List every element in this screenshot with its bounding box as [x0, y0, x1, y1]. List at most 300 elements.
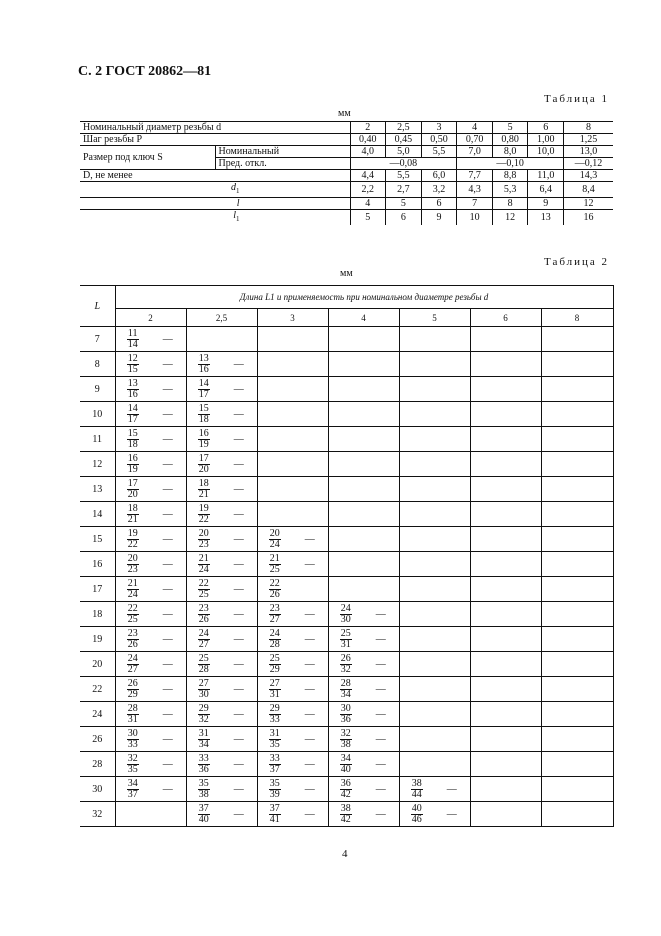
fraction-numerator: 23: [127, 627, 138, 639]
row-L: 9: [80, 377, 115, 402]
fraction-cell: [115, 477, 150, 502]
applicability-cell: [576, 552, 613, 577]
fraction-cell: [399, 702, 434, 727]
fraction-cell: [328, 602, 363, 627]
table1-cell: 5,5: [421, 146, 457, 158]
fraction: [411, 779, 423, 800]
fraction-cell: [186, 802, 221, 827]
table-row: [80, 502, 613, 527]
applicability-cell: [505, 577, 541, 602]
applicability-cell: —: [221, 352, 257, 377]
fraction: [269, 554, 281, 575]
applicability-cell: —: [292, 702, 328, 727]
fraction-cell: [328, 327, 363, 352]
applicability-cell: —: [363, 677, 399, 702]
fraction-cell: [470, 677, 505, 702]
fraction-cell: [257, 377, 292, 402]
fraction-denominator: 40: [340, 763, 351, 775]
fraction-denominator: 28: [198, 663, 209, 675]
fraction: [198, 604, 210, 625]
fraction: [269, 679, 281, 700]
fraction-cell: [328, 727, 363, 752]
table-row: [80, 552, 613, 577]
fraction-denominator: 18: [127, 438, 138, 450]
table-row: [80, 452, 613, 477]
applicability-cell: [576, 577, 613, 602]
fraction-numerator: 25: [198, 652, 209, 664]
fraction-denominator: 29: [127, 688, 138, 700]
fraction-cell: [470, 552, 505, 577]
table1-cell: —0,12: [564, 158, 613, 170]
fraction-cell: [257, 602, 292, 627]
fraction-cell: [186, 352, 221, 377]
fraction-cell: [328, 652, 363, 677]
fraction-cell: [115, 627, 150, 652]
table2-caption: Таблица 2: [544, 256, 610, 268]
table1-cell: 5: [492, 122, 528, 134]
fraction-cell: [257, 752, 292, 777]
fraction-cell: [470, 602, 505, 627]
fraction-numerator: 34: [127, 777, 138, 789]
applicability-cell: [576, 677, 613, 702]
fraction-cell: [399, 402, 434, 427]
fraction: [269, 604, 281, 625]
fraction-cell: [399, 627, 434, 652]
fraction-cell: [257, 402, 292, 427]
table1-row: [80, 210, 613, 226]
fraction-numerator: 37: [198, 802, 209, 814]
applicability-cell: —: [150, 402, 186, 427]
table1-cell: 0,40: [350, 134, 386, 146]
fraction-numerator: 14: [198, 377, 209, 389]
fraction-denominator: 30: [198, 688, 209, 700]
fraction-denominator: 17: [198, 388, 209, 400]
row-label-text: l: [233, 210, 236, 221]
fraction: [127, 554, 139, 575]
fraction-denominator: 24: [198, 563, 209, 575]
table1-cell: 7: [457, 198, 493, 210]
fraction-numerator: 21: [198, 552, 209, 564]
fraction-cell: [399, 352, 434, 377]
fraction-cell: [541, 777, 576, 802]
row-L: 22: [80, 677, 115, 702]
applicability-cell: [505, 452, 541, 477]
fraction: [269, 529, 281, 550]
fraction-denominator: 20: [127, 488, 138, 500]
fraction-numerator: 17: [127, 477, 138, 489]
fraction-denominator: 25: [269, 563, 280, 575]
fraction-cell: [257, 452, 292, 477]
applicability-cell: [363, 427, 399, 452]
table1-cell: 7,0: [457, 146, 493, 158]
applicability-cell: —: [221, 552, 257, 577]
applicability-cell: [505, 752, 541, 777]
fraction-cell: [541, 727, 576, 752]
row-label-subscript: 1: [236, 187, 240, 195]
fraction: [127, 404, 139, 425]
row-L: 20: [80, 652, 115, 677]
fraction-cell: [541, 602, 576, 627]
applicability-cell: [576, 527, 613, 552]
fraction-denominator: 26: [198, 613, 209, 625]
applicability-cell: [363, 402, 399, 427]
fraction-numerator: 32: [127, 752, 138, 764]
fraction-numerator: 25: [340, 627, 351, 639]
fraction-cell: [541, 752, 576, 777]
applicability-cell: —: [292, 552, 328, 577]
fraction-denominator: 17: [127, 413, 138, 425]
fraction-numerator: 14: [127, 402, 138, 414]
fraction-cell: [186, 727, 221, 752]
fraction-cell: [470, 402, 505, 427]
fraction-denominator: 21: [198, 488, 209, 500]
fraction-denominator: 38: [198, 788, 209, 800]
table-row: [80, 577, 613, 602]
fraction: [340, 804, 352, 825]
applicability-cell: [505, 727, 541, 752]
fraction: [127, 329, 139, 350]
applicability-cell: [434, 602, 470, 627]
fraction-cell: [257, 652, 292, 677]
table1-cell: 0,70: [457, 134, 493, 146]
fraction-cell: [399, 752, 434, 777]
fraction-cell: [115, 577, 150, 602]
fraction-denominator: 27: [198, 638, 209, 650]
table1-row: [80, 198, 613, 210]
table1-cell: 16: [564, 210, 613, 226]
applicability-cell: [434, 527, 470, 552]
table1-cell: 9: [528, 198, 564, 210]
fraction-cell: [257, 552, 292, 577]
table1-cell: 6: [528, 122, 564, 134]
fraction: [198, 579, 210, 600]
applicability-cell: [434, 327, 470, 352]
table1-cell: 0,45: [386, 134, 422, 146]
applicability-cell: [505, 627, 541, 652]
applicability-cell: —: [363, 727, 399, 752]
fraction-numerator: 21: [127, 577, 138, 589]
fraction-denominator: 36: [340, 713, 351, 725]
fraction: [198, 404, 210, 425]
fraction-cell: [541, 327, 576, 352]
fraction: [198, 729, 210, 750]
applicability-cell: —: [221, 677, 257, 702]
applicability-cell: [292, 502, 328, 527]
fraction: [127, 654, 139, 675]
applicability-cell: [505, 802, 541, 827]
applicability-cell: [363, 377, 399, 402]
applicability-cell: —: [150, 627, 186, 652]
fraction-numerator: 38: [411, 777, 422, 789]
fraction-cell: [186, 527, 221, 552]
table1-cell: 6: [386, 210, 422, 226]
applicability-cell: [363, 577, 399, 602]
fraction: [127, 704, 139, 725]
applicability-cell: [576, 402, 613, 427]
applicability-cell: [505, 652, 541, 677]
fraction-cell: [399, 552, 434, 577]
applicability-cell: —: [292, 802, 328, 827]
fraction-cell: [186, 652, 221, 677]
fraction-numerator: 22: [198, 577, 209, 589]
fraction-numerator: 17: [198, 452, 209, 464]
fraction-cell: [328, 702, 363, 727]
fraction-cell: [470, 327, 505, 352]
fraction-cell: [399, 477, 434, 502]
fraction-denominator: 20: [198, 463, 209, 475]
fraction-cell: [470, 752, 505, 777]
fraction: [198, 529, 210, 550]
applicability-cell: [434, 452, 470, 477]
fraction: [269, 804, 281, 825]
fraction-numerator: 18: [198, 477, 209, 489]
applicability-cell: —: [150, 502, 186, 527]
applicability-cell: —: [221, 802, 257, 827]
applicability-cell: [434, 677, 470, 702]
applicability-cell: [292, 352, 328, 377]
fraction-cell: [470, 377, 505, 402]
table1-unit: мм: [338, 108, 351, 119]
fraction-cell: [541, 352, 576, 377]
fraction-cell: [115, 527, 150, 552]
row-L: 32: [80, 802, 115, 827]
fraction-numerator: 38: [340, 802, 351, 814]
row-label-text: l: [236, 198, 240, 209]
fraction-cell: [470, 627, 505, 652]
fraction-cell: [328, 802, 363, 827]
fraction-cell: [399, 652, 434, 677]
table1-cell: 13,0: [564, 146, 613, 158]
fraction-denominator: 25: [198, 588, 209, 600]
applicability-cell: [434, 502, 470, 527]
applicability-cell: [363, 502, 399, 527]
fraction-cell: [257, 577, 292, 602]
diameter-header: 2,5: [186, 309, 257, 327]
fraction-cell: [186, 402, 221, 427]
applicability-cell: [505, 352, 541, 377]
fraction-cell: [115, 802, 150, 827]
fraction-denominator: 28: [269, 638, 280, 650]
applicability-cell: [434, 727, 470, 752]
applicability-cell: [576, 602, 613, 627]
fraction-denominator: 31: [340, 638, 351, 650]
applicability-cell: —: [292, 777, 328, 802]
fraction: [340, 604, 352, 625]
applicability-cell: —: [150, 677, 186, 702]
fraction-numerator: 22: [127, 602, 138, 614]
fraction: [127, 354, 139, 375]
fraction-numerator: 24: [269, 627, 280, 639]
applicability-cell: [292, 427, 328, 452]
table1-cell: 4: [457, 122, 493, 134]
table1-cell: 10,0: [528, 146, 564, 158]
fraction-cell: [115, 677, 150, 702]
table-row: [80, 702, 613, 727]
table1-cell: 4: [350, 198, 386, 210]
table1-cell: —0,10: [457, 158, 564, 170]
fraction-cell: [186, 502, 221, 527]
applicability-cell: [434, 402, 470, 427]
diameter-header: 5: [399, 309, 470, 327]
table1-cell: 2,2: [350, 182, 386, 198]
table1-cell: 8,0: [492, 146, 528, 158]
fraction-cell: [186, 552, 221, 577]
fraction-cell: [399, 677, 434, 702]
table1-cell: 0,80: [492, 134, 528, 146]
row-sublabel: Номинальный: [215, 146, 350, 158]
table1-row: [80, 182, 613, 198]
fraction-cell: [541, 427, 576, 452]
table1-cell: 2: [350, 122, 386, 134]
fraction: [198, 479, 210, 500]
table1-cell: —0,08: [350, 158, 457, 170]
row-L: 10: [80, 402, 115, 427]
fraction: [127, 604, 139, 625]
fraction-numerator: 28: [340, 677, 351, 689]
table1-cell: 14,3: [564, 170, 613, 182]
applicability-cell: —: [292, 527, 328, 552]
diameter-header: 2: [115, 309, 186, 327]
fraction: [269, 579, 281, 600]
fraction-cell: [541, 577, 576, 602]
fraction: [127, 629, 139, 650]
fraction: [198, 654, 210, 675]
fraction: [127, 779, 139, 800]
table-row: [80, 752, 613, 777]
fraction-cell: [470, 427, 505, 452]
table2: [80, 285, 614, 827]
fraction-cell: [257, 502, 292, 527]
fraction-cell: [470, 452, 505, 477]
fraction-denominator: 14: [127, 338, 138, 350]
fraction-cell: [541, 452, 576, 477]
table1-cell: 6,4: [528, 182, 564, 198]
fraction-cell: [470, 527, 505, 552]
fraction-numerator: 27: [198, 677, 209, 689]
applicability-cell: —: [150, 477, 186, 502]
fraction: [340, 754, 352, 775]
fraction-cell: [328, 527, 363, 552]
applicability-cell: [576, 702, 613, 727]
fraction: [198, 779, 210, 800]
table-row: [80, 677, 613, 702]
fraction-cell: [186, 777, 221, 802]
applicability-cell: —: [221, 577, 257, 602]
fraction-cell: [541, 702, 576, 727]
table1-cell: 6: [421, 198, 457, 210]
applicability-cell: [363, 327, 399, 352]
fraction-denominator: 41: [269, 813, 280, 825]
fraction-cell: [186, 677, 221, 702]
applicability-cell: —: [150, 577, 186, 602]
table1-cell: 2,5: [386, 122, 422, 134]
fraction: [198, 704, 210, 725]
applicability-cell: —: [292, 727, 328, 752]
fraction-cell: [257, 677, 292, 702]
applicability-cell: [363, 352, 399, 377]
fraction-denominator: 38: [340, 738, 351, 750]
fraction-denominator: 26: [269, 588, 280, 600]
applicability-cell: —: [221, 477, 257, 502]
fraction-denominator: 46: [411, 813, 422, 825]
applicability-cell: —: [363, 652, 399, 677]
fraction-cell: [257, 327, 292, 352]
fraction-denominator: 42: [340, 813, 351, 825]
applicability-cell: [434, 352, 470, 377]
applicability-cell: [505, 702, 541, 727]
fraction: [127, 429, 139, 450]
fraction-denominator: 27: [127, 663, 138, 675]
applicability-cell: —: [292, 752, 328, 777]
applicability-cell: —: [221, 627, 257, 652]
applicability-cell: —: [292, 627, 328, 652]
fraction-numerator: 27: [269, 677, 280, 689]
fraction-cell: [186, 477, 221, 502]
table1-cell: 12: [492, 210, 528, 226]
row-L: 8: [80, 352, 115, 377]
applicability-cell: —: [150, 727, 186, 752]
applicability-cell: —: [150, 352, 186, 377]
fraction-numerator: 11: [127, 327, 138, 339]
applicability-cell: [576, 652, 613, 677]
fraction-denominator: 29: [269, 663, 280, 675]
fraction-numerator: 40: [411, 802, 422, 814]
fraction-cell: [115, 652, 150, 677]
fraction: [269, 779, 281, 800]
applicability-cell: [434, 652, 470, 677]
table1-cell: 4,4: [350, 170, 386, 182]
applicability-cell: [292, 377, 328, 402]
page-number: 4: [342, 848, 348, 860]
fraction-denominator: 19: [198, 438, 209, 450]
fraction-cell: [399, 602, 434, 627]
applicability-cell: [576, 352, 613, 377]
applicability-cell: —: [363, 602, 399, 627]
fraction-numerator: 23: [198, 602, 209, 614]
fraction: [198, 354, 210, 375]
fraction-denominator: 33: [127, 738, 138, 750]
fraction-cell: [470, 802, 505, 827]
fraction: [269, 729, 281, 750]
fraction-cell: [257, 802, 292, 827]
fraction-denominator: 33: [269, 713, 280, 725]
fraction-numerator: 20: [127, 552, 138, 564]
fraction-cell: [328, 502, 363, 527]
fraction: [198, 454, 210, 475]
fraction-numerator: 16: [198, 427, 209, 439]
fraction: [198, 379, 210, 400]
fraction-numerator: 34: [340, 752, 351, 764]
fraction-numerator: 33: [269, 752, 280, 764]
row-label: [80, 210, 350, 226]
fraction-cell: [115, 327, 150, 352]
applicability-cell: [576, 452, 613, 477]
fraction-cell: [328, 402, 363, 427]
fraction-cell: [186, 602, 221, 627]
row-L: 16: [80, 552, 115, 577]
fraction-cell: [399, 527, 434, 552]
fraction: [340, 629, 352, 650]
fraction: [198, 504, 210, 525]
row-label: Шаг резьбы P: [83, 134, 143, 145]
applicability-cell: [576, 727, 613, 752]
fraction-numerator: 29: [269, 702, 280, 714]
fraction-denominator: 36: [198, 763, 209, 775]
applicability-cell: [434, 552, 470, 577]
fraction-cell: [186, 452, 221, 477]
fraction-cell: [541, 527, 576, 552]
row-L: 14: [80, 502, 115, 527]
